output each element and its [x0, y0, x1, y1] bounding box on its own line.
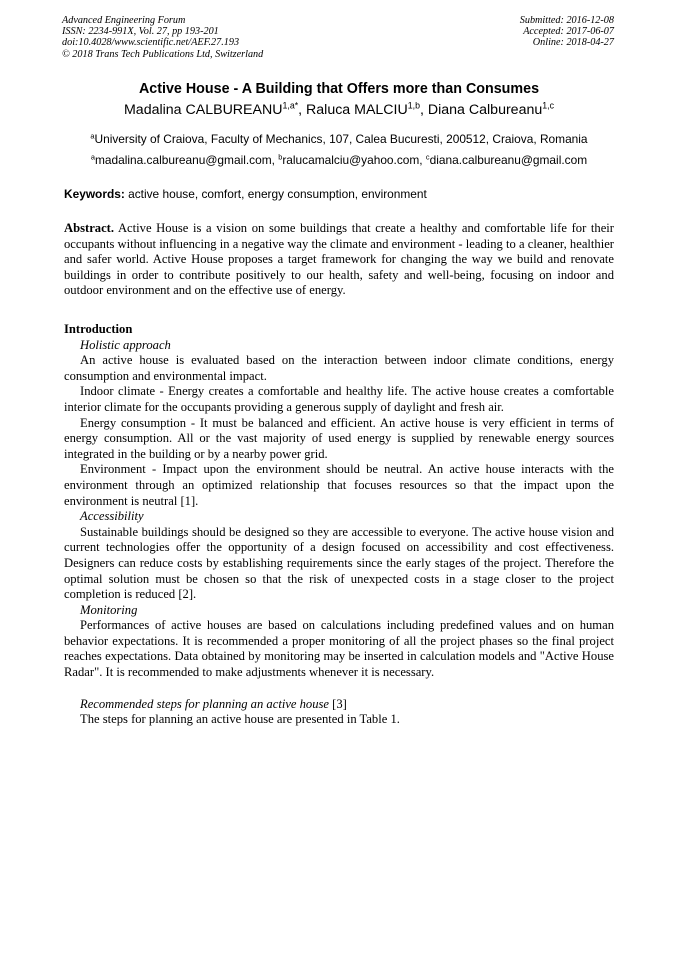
subheading-holistic: Holistic approach — [80, 337, 171, 352]
email-list — [0, 153, 678, 167]
journal-issn: ISSN: 2234-991X, Vol. 27, pp 193-201 — [62, 26, 219, 38]
submitted-date: Submitted: 2016-12-08 — [519, 15, 614, 26]
journal-info — [62, 15, 263, 60]
abstract-text: Active House is a vision on some buildings that create a healthy and comfortable life for their occupants without influencing in a negative way the climate and environment - leading to a cleaner, healthier and safer world. Active House proposes a target framework for changing the way we build and renovate buildings in order to contribute positively to our health, safety and well-being, focusing on indoor and outdoor environment and on the effective use of energy. — [64, 221, 614, 298]
affiliation — [0, 132, 678, 146]
keywords — [64, 187, 427, 201]
paragraph: Indoor climate - Energy creates a comfortable and healthy life. The active house creates a comfortable interior climate for the occupants providing a generous supply of daylight and fresh air. — [64, 384, 614, 414]
email-mark: b — [278, 152, 283, 162]
subheading-steps-text: Recommended steps for planning an active house — [80, 696, 330, 711]
abstract — [64, 221, 614, 299]
paragraph: Environment - Impact upon the environment should be neutral. An active house interacts with the environment through an optimized relationship that focuses resources so that the impact upon the environment is neutral [1]. — [64, 462, 614, 508]
email-link[interactable]: ralucamalciu@yahoo.com, — [282, 153, 426, 167]
accepted-date: Accepted: 2017-06-07 — [523, 26, 614, 38]
author-name: Raluca MALCIU — [306, 102, 408, 118]
email-link[interactable]: diana.calbureanu@gmail.com — [429, 153, 588, 167]
author-separator: , — [419, 102, 428, 118]
keywords-label: Keywords: — [64, 187, 125, 201]
email-link[interactable]: madalina.calbureanu@gmail.com, — [94, 153, 279, 167]
submission-dates — [520, 15, 614, 49]
paragraph: Energy consumption - It must be balanced and efficient. An active house is very efficient in terms of energy consumption. All or the vast majority of used energy is supplied by renewable energy sources integrated in the building or by a nearby power grid. — [64, 415, 614, 461]
keywords-text: active house, comfort, energy consumption, environment — [124, 187, 427, 201]
author-name: Diana Calbureanu — [427, 102, 543, 118]
subheading-steps — [64, 697, 614, 713]
author-affiliation-mark: 1,a* — [282, 100, 299, 111]
introduction-section — [64, 322, 614, 728]
journal-name: Advanced Engineering Forum — [62, 15, 186, 26]
author-affiliation-mark: 1,b — [407, 100, 420, 111]
author-separator: , — [298, 102, 307, 118]
paragraph: Performances of active houses are based on calculations including predefined values and on human behavior expectations. It is recommended a proper monitoring of all the project phases so the final project reaches expectations. Data obtained by monitoring may be inserted in calculation models and "Active House Radar". It is recommended to make adjustments whenever it is necessary. — [64, 618, 614, 680]
reference-link[interactable]: [3] — [329, 696, 347, 711]
journal-copyright: © 2018 Trans Tech Publications Ltd, Switzerland — [62, 48, 264, 60]
paper-title: Active House - A Building that Offers more than Consumes — [138, 81, 540, 97]
paragraph: Sustainable buildings should be designed so they are accessible to everyone. The active house vision and current technologies offer the opportunity of a design focused on accessibility and cost effectiveness. Designers can reduce costs by establishing requirements since the early stages of the project. Therefore the optimal solution must be chosen so that the risk of unexpected costs in a stage closer to the project completion is reduced [2]. — [64, 524, 614, 602]
affiliation-mark: a — [90, 131, 95, 141]
author-name: Madalina CALBUREANU — [123, 102, 283, 118]
online-date: Online: 2018-04-27 — [532, 37, 614, 49]
author-list — [0, 102, 678, 118]
paragraph: An active house is evaluated based on the interaction between indoor climate conditions, energy consumption and environmental impact. — [64, 353, 614, 383]
affiliation-text: University of Craiova, Faculty of Mechanics, 107, Calea Bucuresti, 200512, Craiova, Romania — [94, 132, 588, 146]
subheading-monitoring: Monitoring — [80, 602, 138, 617]
section-heading: Introduction — [64, 322, 133, 336]
author-affiliation-mark: 1,c — [542, 100, 554, 111]
abstract-label: Abstract. — [64, 221, 115, 235]
email-mark: a — [90, 152, 95, 162]
journal-doi[interactable]: doi:10.4028/www.scientific.net/AEF.27.193 — [62, 37, 240, 49]
email-mark: c — [425, 152, 430, 162]
subheading-accessibility: Accessibility — [80, 509, 144, 524]
spacer — [64, 681, 614, 697]
paragraph: The steps for planning an active house are presented in Table 1. — [80, 712, 400, 727]
